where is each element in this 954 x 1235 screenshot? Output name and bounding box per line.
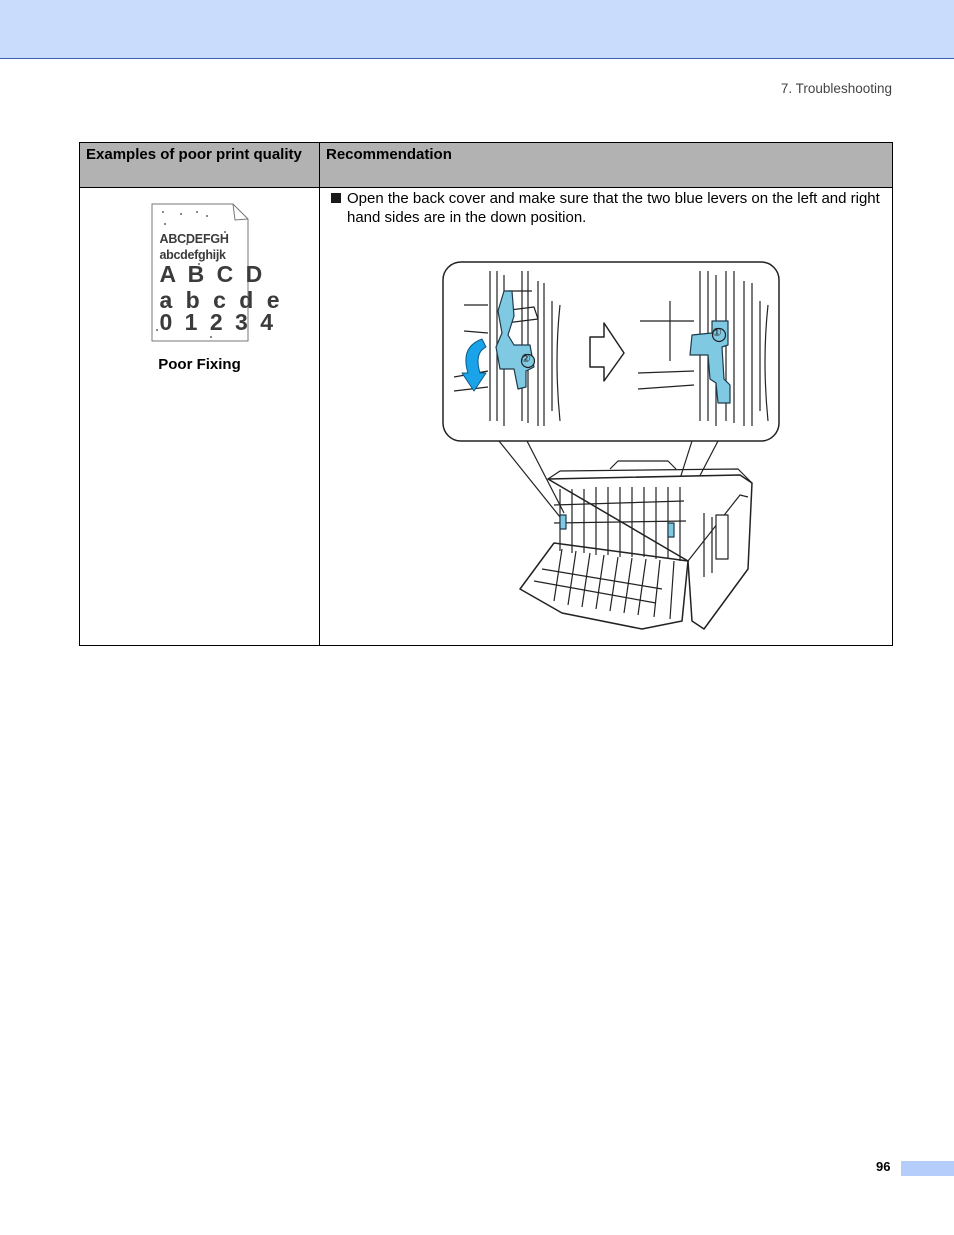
back-cover-levers-illustration: [442, 261, 782, 641]
callout-number-2: ②: [521, 353, 531, 365]
callout-number-1: ①: [712, 327, 722, 339]
square-bullet-icon: [331, 193, 341, 203]
sample-text-line: A B C D: [159, 261, 266, 287]
recommendation-item: [320, 189, 892, 227]
column-header-examples: Examples of poor print quality: [80, 143, 320, 188]
page-tab-marker: [901, 1161, 954, 1176]
column-header-recommendation: Recommendation: [320, 143, 893, 188]
chapter-title: 7. Troubleshooting: [780, 81, 892, 96]
poor-fixing-sample-image: [151, 203, 284, 342]
page-number: 96: [876, 1159, 891, 1174]
table-header-row: [80, 143, 893, 188]
recommendation-text: Open the back cover and make sure that the two blue levers on the left and right hand sides are in the down position.: [347, 190, 880, 226]
table-row: [80, 188, 893, 646]
sample-text-line: abcdefghijk: [159, 248, 226, 262]
example-cell: [80, 188, 320, 646]
example-label: Poor Fixing: [158, 356, 241, 373]
sample-text-line: a b c d e: [159, 287, 284, 313]
recommendation-cell: [320, 188, 893, 646]
sample-text-line: ABCDEFGH: [159, 232, 229, 246]
sample-text-line: 0 1 2 3 4: [159, 309, 277, 335]
header-band: [0, 0, 954, 59]
print-quality-table: [79, 142, 893, 646]
